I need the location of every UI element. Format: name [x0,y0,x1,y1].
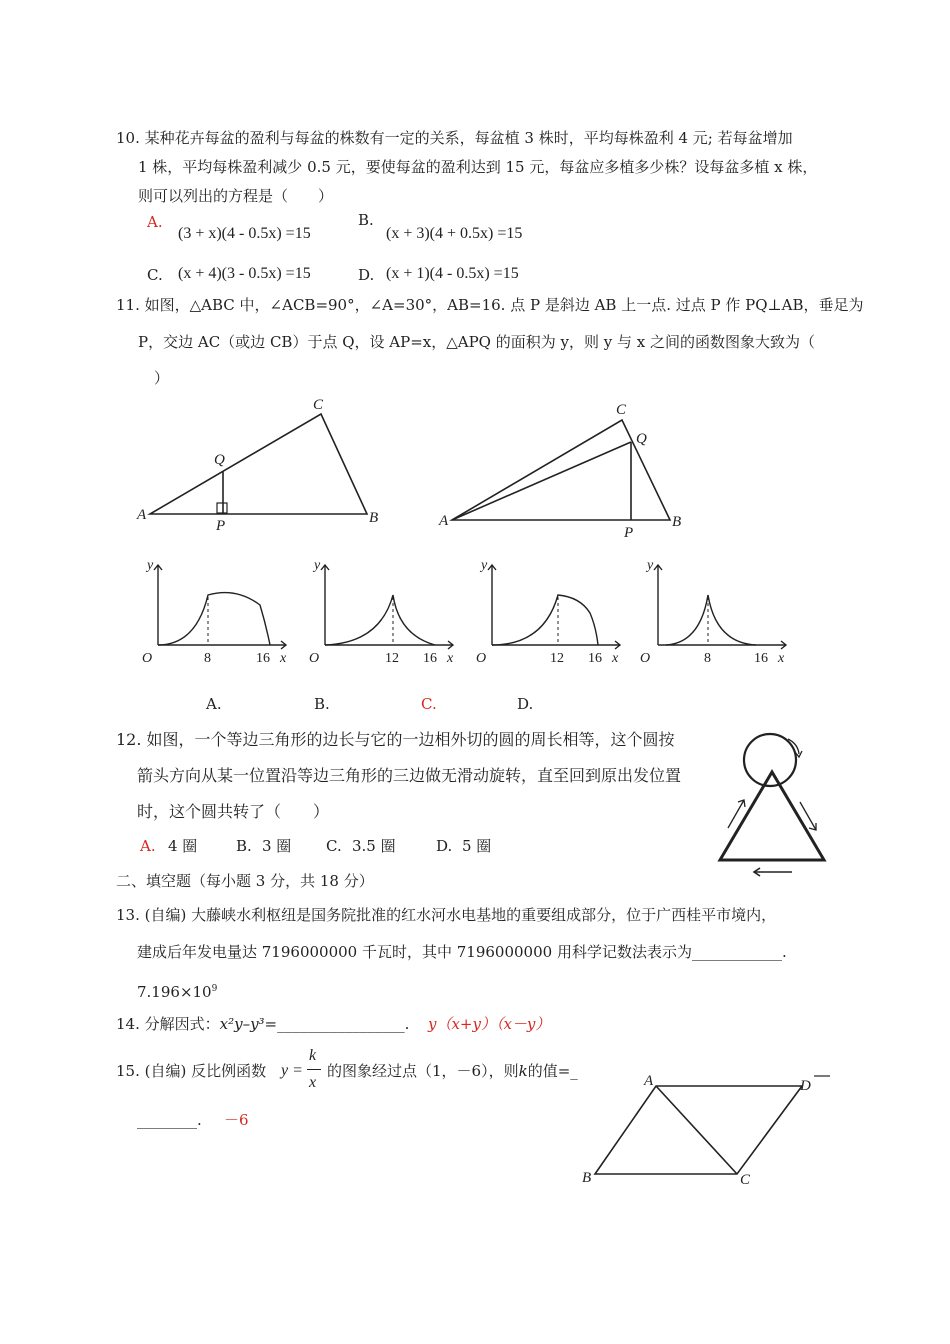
q12-option-a-text: 4 圈 [168,837,198,855]
q12-option-d-label: D. [436,837,453,855]
q11-graph-a [138,555,298,675]
q10-option-a-label: A. [147,213,163,231]
q13-line2-text: 建成后年发电量达 7196000000 千瓦时，其中 7196000000 用科学记数法表示为 [137,943,692,961]
q15-fraction-denominator: x [309,1074,317,1091]
peak-tick: 12 [385,651,399,666]
q14-blank: _________________ [277,1015,405,1033]
q13-line2 [137,942,787,962]
label-c: C [740,1172,751,1188]
q10-option-b-eq: (x + 3)(4 + 0.5x) =15 [386,225,523,242]
q10-option-a-eq: (3 + x)(4 - 0.5x) =15 [178,225,311,242]
label-a: A [644,1073,654,1089]
label-a: A [137,507,147,523]
q12-option-a-label: A. [140,837,156,855]
label-d: D [800,1078,811,1094]
q14-answer: y（x+y）（x－y） [428,1015,551,1033]
y-label: y [481,558,488,573]
origin-label: O [640,651,651,666]
q13-answer-base: 7.196×10 [137,983,212,1001]
q11-graph-c [472,555,632,675]
curve [666,595,756,645]
q12-option-d-text: 5 圈 [462,837,492,855]
q12-line1: 12. 如图，一个等边三角形的边长与它的一边相外切的圆的周长相等，这个圆按 [116,730,675,749]
q11-graph-b [305,555,465,675]
end-tick: 16 [588,651,602,666]
q15-tail: . [197,1111,202,1129]
label-a: A [439,513,449,529]
parallelogram-abcd [595,1086,802,1174]
q10-option-c-eq: (x + 4)(3 - 0.5x) =15 [178,265,311,282]
q12-option-c-label: C. [326,837,342,855]
curve [325,595,435,645]
q13-blank: ____________ [691,943,782,961]
x-label: x [447,651,454,666]
q11-triangle-figure-2 [430,398,700,543]
section-2-heading: 二、填空题（每小题 3 分，共 18 分） [116,872,374,890]
q14-line [116,1014,409,1034]
q14-prefix: 14. 分解因式： [116,1015,220,1033]
peak-tick: 8 [704,651,711,666]
q13-answer-exponent: 9 [211,984,218,994]
right-angle-mark [217,503,227,513]
label-q: Q [214,452,225,468]
label-p: P [216,518,226,534]
q15-prefix: 15. (自编) 反比例函数 [116,1062,267,1080]
label-c: C [313,397,324,413]
q12-line2: 箭头方向从某一位置沿等边三角形的三边做无滑动旋转，直至回到原出发位置 [137,766,682,785]
label-b: B [582,1170,592,1186]
q12-circle-triangle-figure [712,730,842,880]
triangle-abc [150,414,367,514]
q15-mid: 的图象经过点（1，－6），则 [327,1062,519,1080]
q10-option-c-label: C. [147,266,163,284]
q14-expression: x²y–y³= [219,1015,278,1033]
q12-option-b-label: B. [236,837,252,855]
q11-line1: 11. 如图，△ABC 中，∠ACB=90°，∠A=30°，AB=16. 点 P 是斜边 AB 上一点. 过点 P 作 PQ⊥AB，垂足为 [116,296,864,314]
y-label: y [147,558,154,573]
origin-label: O [309,651,320,666]
q12-option-c-text: 3.5 圈 [352,837,396,855]
diagonal-ac [656,1086,737,1174]
segment-aq [452,442,631,520]
q10-option-b-label: B. [358,211,374,229]
parallelogram-figure [580,1070,840,1190]
x-label: x [778,651,785,666]
q15-suffix: 的值=_ [527,1062,578,1080]
q13-tail: . [781,943,787,961]
q15-blank: ________ [137,1111,197,1129]
q11-triangle-figure-1 [130,392,390,532]
q10-line1: 10. 某种花卉每盆的盈利与每盆的株数有一定的关系，每盆植 3 株时，平均每株盈利 4 元; 若每盆增加 [116,129,793,147]
curve [492,595,598,645]
q10-option-d-label: D. [358,266,375,284]
q15-line [327,1061,578,1081]
end-tick: 16 [754,651,768,666]
label-c: C [616,402,627,418]
q11-choice-b: B. [314,695,330,713]
x-label: x [280,651,287,666]
y-label: y [647,558,654,573]
q13-answer [137,979,217,1002]
q15-answer: －6 [224,1111,249,1129]
q15-func-lhs: y = [281,1062,303,1079]
q11-choice-c-answer: C. [421,695,437,713]
y-label: y [314,558,321,573]
label-p: P [624,525,634,541]
peak-tick: 12 [550,651,564,666]
q15-fraction-bar [307,1069,321,1070]
x-label: x [612,651,619,666]
q14-tail: . [404,1015,410,1033]
q10-option-d-eq: (x + 1)(4 - 0.5x) =15 [386,265,519,282]
q11-line2: P，交边 AC（或边 CB）于点 Q，设 AP=x，△APQ 的面积为 y，则 y 与 x 之间的函数图象大致为（ [138,333,816,351]
q11-line3: ） [154,369,170,387]
label-b: B [369,510,379,526]
q11-choice-d: D. [517,695,534,713]
end-tick: 16 [423,651,437,666]
curve [158,593,270,645]
q15-k: k [518,1062,528,1080]
q11-graph-d [638,555,798,675]
peak-tick: 8 [204,651,211,666]
label-q: Q [636,431,647,447]
label-b: B [672,514,682,530]
origin-label: O [142,651,153,666]
q15-blank-line [137,1110,202,1130]
q15-fraction-numerator: k [309,1047,317,1064]
q12-line3: 时，这个圆共转了（ ） [137,802,330,821]
q10-line2: 1 株，平均每株盈利减少 0.5 元，要使每盆的盈利达到 15 元，每盆应多植多少株？设每盆多植 x 株， [138,158,818,176]
origin-label: O [476,651,487,666]
end-tick: 16 [256,651,270,666]
q10-line3: 则可以列出的方程是（ ） [138,187,334,205]
q13-line1: 13. (自编) 大藤峡水利枢纽是国务院批准的红水河水电基地的重要组成部分，位于广西桂平市境内， [116,906,777,924]
q12-option-b-text: 3 圈 [262,837,292,855]
q11-choice-a: A. [206,695,222,713]
